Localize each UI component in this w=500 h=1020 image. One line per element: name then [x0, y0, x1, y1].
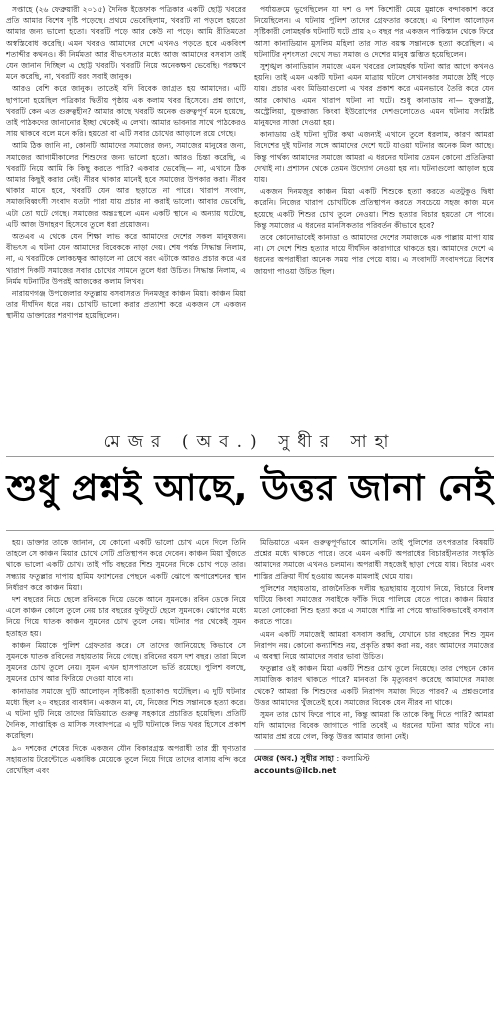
paragraph: হয়। ডাক্তার তাকে জানান, যে কোনো একটি ভালো চোখ এনে দিলে তিনি তাহলে সে কাঞ্চন মিয়ার চোখে সেটি প্রতিস্থাপন করে দেবেন। কাঞ্চন মিয়া খুঁজতে থাকে ভালো একটি চোখ। তাই পাঁচ বছরের শিশু সুমনের দিকে চোখ পড়ে তার। সন্ধ্যায় ফতুল্লার দাপায় হামিম ফ্যাশনের পেছনে একটি ঝোপে অপারেশনের স্থান নির্ধারণ করে কাঞ্চন মিয়া। — [6, 538, 246, 592]
paragraph: সপ্তাহে (২৬ ফেব্রুয়ারী ২০১৫) দৈনিক ইত্তেফাক পত্রিকার একটি ছোট্ট খবরের প্রতি আমার বিশেষ দৃষ্টি পড়েছে। প্রথমে ভেবেছিলাম, খবরটি না পড়লে হয়তো আমার জন্য ভালো হতো। খবরটি পড়ে আর কেউ না পড়ে। আমি রীতিমতো অস্বস্তিবোধ করেছি। এমন খবরও আমাদের দেশে এখনও পড়তে হবে একবিংশ শতাব্দীর কথনও। কী নির্মমতা আর বীভৎসতার মধ্যে আজ আমাদের বসবাস তাই যেন জানান দিচ্ছিল এ ছোট্ট খবরটি। খবরটি নিয়ে অনেকক্ষণ ভেবেছি। পরক্ষণে মনে করেছি, না, খবরটি বরং সবাই জানুক। — [6, 5, 246, 82]
divider — [6, 530, 494, 531]
paragraph: সুমন তার চোখ ফিরে পাবে না, কিন্তু আমরা কি তাকে কিছু দিতে পারি? আমরা যদি আমাদের বিবেক জাগাতে পারি তবেই এ ধরনের ঘটনা আর ঘটবে না। আমার প্রশ্ন রয়ে গেল, কিন্তু উত্তর আমার জানা নেই। — [254, 710, 494, 742]
paragraph: পুলিশের সহায়তায়, রাজনৈতিক দলীয় ছত্রছায়ায় সুযোগ নিয়ে, বিচারে বিলম্ব ঘটিয়ে কিংবা সমাজের সবাইকে ফাঁকি দিয়ে পালিয়ে যেতে পারে। কাঞ্চন মিয়ার মতো লোকেরা শিশু হত্যা করে এ সমাজে শাস্তি না পেয়ে স্বাভাবিকভাবেই বসবাস করতে পারে। — [254, 583, 494, 627]
author-byline: মেজর (অব.) সুধীর সাহা — [103, 432, 397, 452]
paragraph: ৯০ দশকের শেষের দিকে একজন যৌন বিকারগ্রস্ত অপরাধী তার স্ত্রী ঘৃণ্যতার সহায়তায় টরেন্টোতে একাধিক মেয়েকে তুলে নিয়ে গিয়ে তাদের বাসায় বন্দি করে রেখেছিল এবং — [6, 743, 246, 776]
paragraph: মিডিয়াতে এমন গুরুত্বপূর্ণভাবে আসেনি। তাই পুলিশের তৎপরতার বিষয়টি প্রশ্নের মধ্যে থাকতে পারে। তবে এমন একটি অপরাধের বিচারহীনতার সংস্কৃতি আমাদের সমাজে এখনও চলমান। অপরাধী সহজেই ছাড়া পেয়ে যায়। বিচার এবং শাস্তির প্রক্রিয়া দীর্ঘ হওয়ায় অনেক মামলাই থেমে যায়। — [254, 538, 494, 581]
paragraph: পর্যায়ক্রমে ভুগেছিলেন যা দশ ও দশ কিশোরী মেয়ে মুন্নাকে বন্দাবকাশ করে নিয়েছিলেন। এ ঘটনায় পুলিশ তাদের গ্রেফতার করেছে। এ বিশাল আলোড়ন সৃষ্টিকারী লোমহর্ষক ঘটনাটি ঘটে প্রায় ২০ বছর পর একজন পাকিস্তান থেকে ফিরে আসা কানাডিয়ান মুসলিম মহিলা তার সাত বয়স্ক সন্তানকে হত্যা করেছিল। এ ঘটনাটির নৃশংসতা দেখে সভ্য সমাজ ও দেশের মানুষ স্তম্ভিত হয়েছিলেন। — [254, 5, 494, 59]
paragraph: কানাডায় ওই ঘটনা দুটির কথা এজন্যই এখানে তুলে ধরলাম, কারণ আমরা বিদেশের দুই ঘটনার সঙ্গে আমাদের দেশে ঘটে যাওয়া ঘটনার অনেক মিল আছে। কিন্তু পার্থক্য আমাদের সমাজে আমরা এ ধরনের ঘটনায় তেমন কোনো প্রতিক্রিয়া দেখাই না। প্রশাসন থেকে তেমন উদ্যোগ নেওয়া হয় না। ঘটনাগুলো আড়াল হয়ে যায়। — [254, 130, 494, 185]
paragraph: নারায়ণগঞ্জ উপজেলার ফতুল্লায় বসবাসরত দিনমজুর কাঞ্চন মিয়া। কাঞ্চন মিয়া তার দীর্ঘদিন ধরে নয়। চোখটি ভালো করার প্রত্যাশা করে একজন সে একজন স্থানীয় ডাক্তারের শরণাপন্ন হয়েছিলেন। — [6, 289, 246, 321]
paragraph: অতএব এ থেকে যেন শিক্ষা লাভ করে আমাদের দেশের সকল মানুষজন। বীভৎস এ ঘটনা যেন আমাদের বিবেককে নাড়া দেয়। শেষ পর্যন্ত সিদ্ধান্ত নিলাম, না, এ খবরটিকে লোকচক্ষুর আড়ালে না রেখে বরং এটাকে আরও প্রচার করে এর খারাপ দিকটি সমাজের সবার চোখের সামনে তুলে ধরা উচিত। সিদ্ধান্ত নিলাম, এ নির্মম ঘটনাটির উপরই আজকের কলাম লিখব। — [6, 232, 246, 286]
paragraph: এমন একটি সমাজেই আমরা বসবাস করছি, যেখানে চার বছরের শিশু সুমন নিরাপদ নয়। কোনো কন্যাশিশু নয়, প্রকৃতি রক্ষা করা নয়, বরং আমাদের সমাজের এ অবস্থা নিয়ে আমাদের সবার ভাবা উচিত। — [254, 629, 494, 662]
paragraph: একজন দিনমজুর কাঞ্চন মিয়া একটি শিশুকে হত্যা করতে এতটুকুও দ্বিধা করেনি। নিজের খারাপ চোখটিকে প্রতিস্থাপন করতে সবচেয়ে সহজ কাজ মনে হয়েছে একটি শিশুর চোখ তুলে নেওয়া। শিশু হত্যার বিচার হয়তো সে পাবে। কিন্তু সমাজের এ ধরনের মানসিকতার পরিবর্তন কীভাবে হবে? — [254, 187, 494, 230]
lower-article-columns — [6, 537, 494, 1015]
paragraph: সুশৃঙ্খল কানাডিয়ান সমাজে এমন খবরের লোমহর্ষক ঘটনা আর আগে কখনও হয়নি। তাই এমন একটি ঘটনা এমন মাত্রায় ঘটলে সেখানকার সমাজে ঠাঁই পড়ে যায়। প্রচার এবং মিডিয়াগুলো এ খবর প্রকাশ করে এমনভাবে তৈরি করে যেন আর কোথাও এমন খারাপ ঘটনা না ঘটে। শুধু কানাডায় না— যুক্তরাষ্ট্র, অস্ট্রেলিয়া, যুক্তরাজ্য কিংবা ইউরোপের দেশগুলোতেও এমন ঘটনায় সংশ্লিষ্ট মানুষদের সাজা দেওয়া হয়। — [254, 62, 494, 128]
signature-email: accounts@ilcb.net — [254, 765, 337, 775]
signature-role: : কলামিস্ট — [336, 753, 370, 763]
upper-right-column — [254, 4, 494, 430]
paragraph: আমি ঠিক জানি না, কোনটি আমাদের সমাজের জন্য, সমাজের মানুষের জন্য, সমাজের আগামীকালের শিশুদের জন্য ভালো হতো। আরও চিন্তা করেছি, এ খবরটি নিয়ে আমি কি কিছু করতে পারি? একবার ভেবেছি— না, এখানে ঠিক আমার কিছুই করার নেই। নীরব থাকার মানেই হবে সমাজের উপকার করা। নীরব থাকার মানে হবে, খবরটি যেন আর ছড়াতে না পারে। খারাপ সংবাদ, সমাজবিধ্বংসী সংবাদ যতটা পারা যায় প্রচার না করাই ভালো। আবার ভেবেছি, এটা তো ঘটে গেছে। সমাজের অন্তঃস্থলে এমন একটি স্থানে এ অন্যায় ঘটেছে, এটি আজ উদাহরণ হিসেবে তুলে ধরা প্রয়োজন। — [6, 141, 246, 229]
divider — [6, 456, 494, 457]
lower-left-column — [6, 537, 246, 1015]
author-signature — [254, 749, 494, 777]
paragraph: কানাডার সমাজে দুটি আলোড়ন সৃষ্টিকারী হত্যাকাণ্ড ঘটেছিল। এ দুটি ঘটনার মধ্যে ছিল ২০ বছরের ব্যবধান। একজন মা, যে, নিজের শিশু সন্তানকে হত্যা করে। এ ঘটনা দুটি নিয়ে তাদের মিডিয়াতে গুরুত্ব সহকারে প্রচারিত হয়েছিল। প্রতিটি দৈনিক, সাপ্তাহিক ও মাসিক সংবাদপত্রে এ দুটি ঘটনাকে লিড খবর হিসেবে প্রকাশ করেছিল। — [6, 686, 246, 741]
upper-article-columns — [6, 4, 494, 430]
upper-left-column — [6, 4, 246, 430]
paragraph: কাঞ্চন মিয়াকে পুলিশ গ্রেফতার করে। সে তাদের জানিয়েছে কিভাবে সে সুমনকে ঘাতক রবিনের সহায়তায় নিয়ে গেছে। রবিনের বয়স দশ বছর। তারা মিলে সুমনের চোখ তুলে নেয়। সুমন এখন হাসপাতালে ভর্তি রয়েছে। পুলিশ বলছে, সুমনের চোখ আর ফিরিয়ে দেওয়া যাবে না। — [6, 640, 246, 684]
lower-right-column — [254, 537, 494, 1015]
paragraph: তবে কোনোভাবেই কানাডা ও আমাদের দেশের সমাজকে এক পাল্লায় মাপা যায় না। সে দেশে শিশু হত্যার দায়ে দীর্ঘদিন কারাগারে থাকতে হয়। আমাদের দেশে এ ধরনের অপরাধীরা অনেক সময় পার পেয়ে যায়। এ সংবাদটি সংবাদপত্রে বিশেষ জায়গা পাওয়া উচিত ছিল। — [254, 233, 494, 276]
paragraph: ফতুল্লার ওই কাঞ্চন মিয়া একটি শিশুর চোখ তুলে নিয়েছে। তার পেছনে কোন সামাজিক কারণ থাকতে পারে? মানবতা কি মৃত্যুবরণ করেছে আমাদের সমাজ থেকে? আমরা কি শিশুদের একটি নিরাপদ সমাজ দিতে পারব? এ প্রশ্নগুলোর উত্তর আমাদের খুঁজতেই হবে। সমাজের বিবেক যেন নীরব না থাকে। — [254, 664, 494, 707]
paragraph: দশ বছরের নিচে ছেলে রবিনকে দিয়ে ডেকে আনে সুমনকে। রবিন ডেকে নিয়ে এলে কাঞ্চন কোলে তুলে নেয় চার বছরের ফুটফুটে ছেলে সুমনকে। ঝোপের মধ্যে নিয়ে গিয়ে ঘাতক কাঞ্চন সুমনের চোখ তুলে নেয়। ঘটনার পর থেকেই সুমন হতাহত হয়। — [6, 595, 246, 638]
article-headline: শুধু প্রশ্নই আছে, উত্তর জানা নেই — [6, 468, 494, 509]
signature-name: মেজর (অব.) সুধীর সাহা — [254, 753, 334, 763]
paragraph: আরও বেশি করে জানুক। তাতেই যদি বিবেক জাগ্রত হয় আমাদের। এটি ছাপানো হয়েছিল পত্রিকার দ্বিতীয় পৃষ্ঠায় এক কলাম খবর হিসেবে। প্রশ্ন জাগে, খবরটি কেন এত গুরুত্বহীন? আমার কাছে খবরটি অনেক গুরুত্বপূর্ণ মনে হয়েছে, তাই পাঠকদের জানানোর ইচ্ছা থেকেই এ লেখা। আমার ভাবনার সাথে পাঠকেরও সায় থাকবে বলে মনে করি। হয়তো বা এটি সবার চোখের আড়ালে রয়ে গেছে। — [6, 84, 246, 139]
